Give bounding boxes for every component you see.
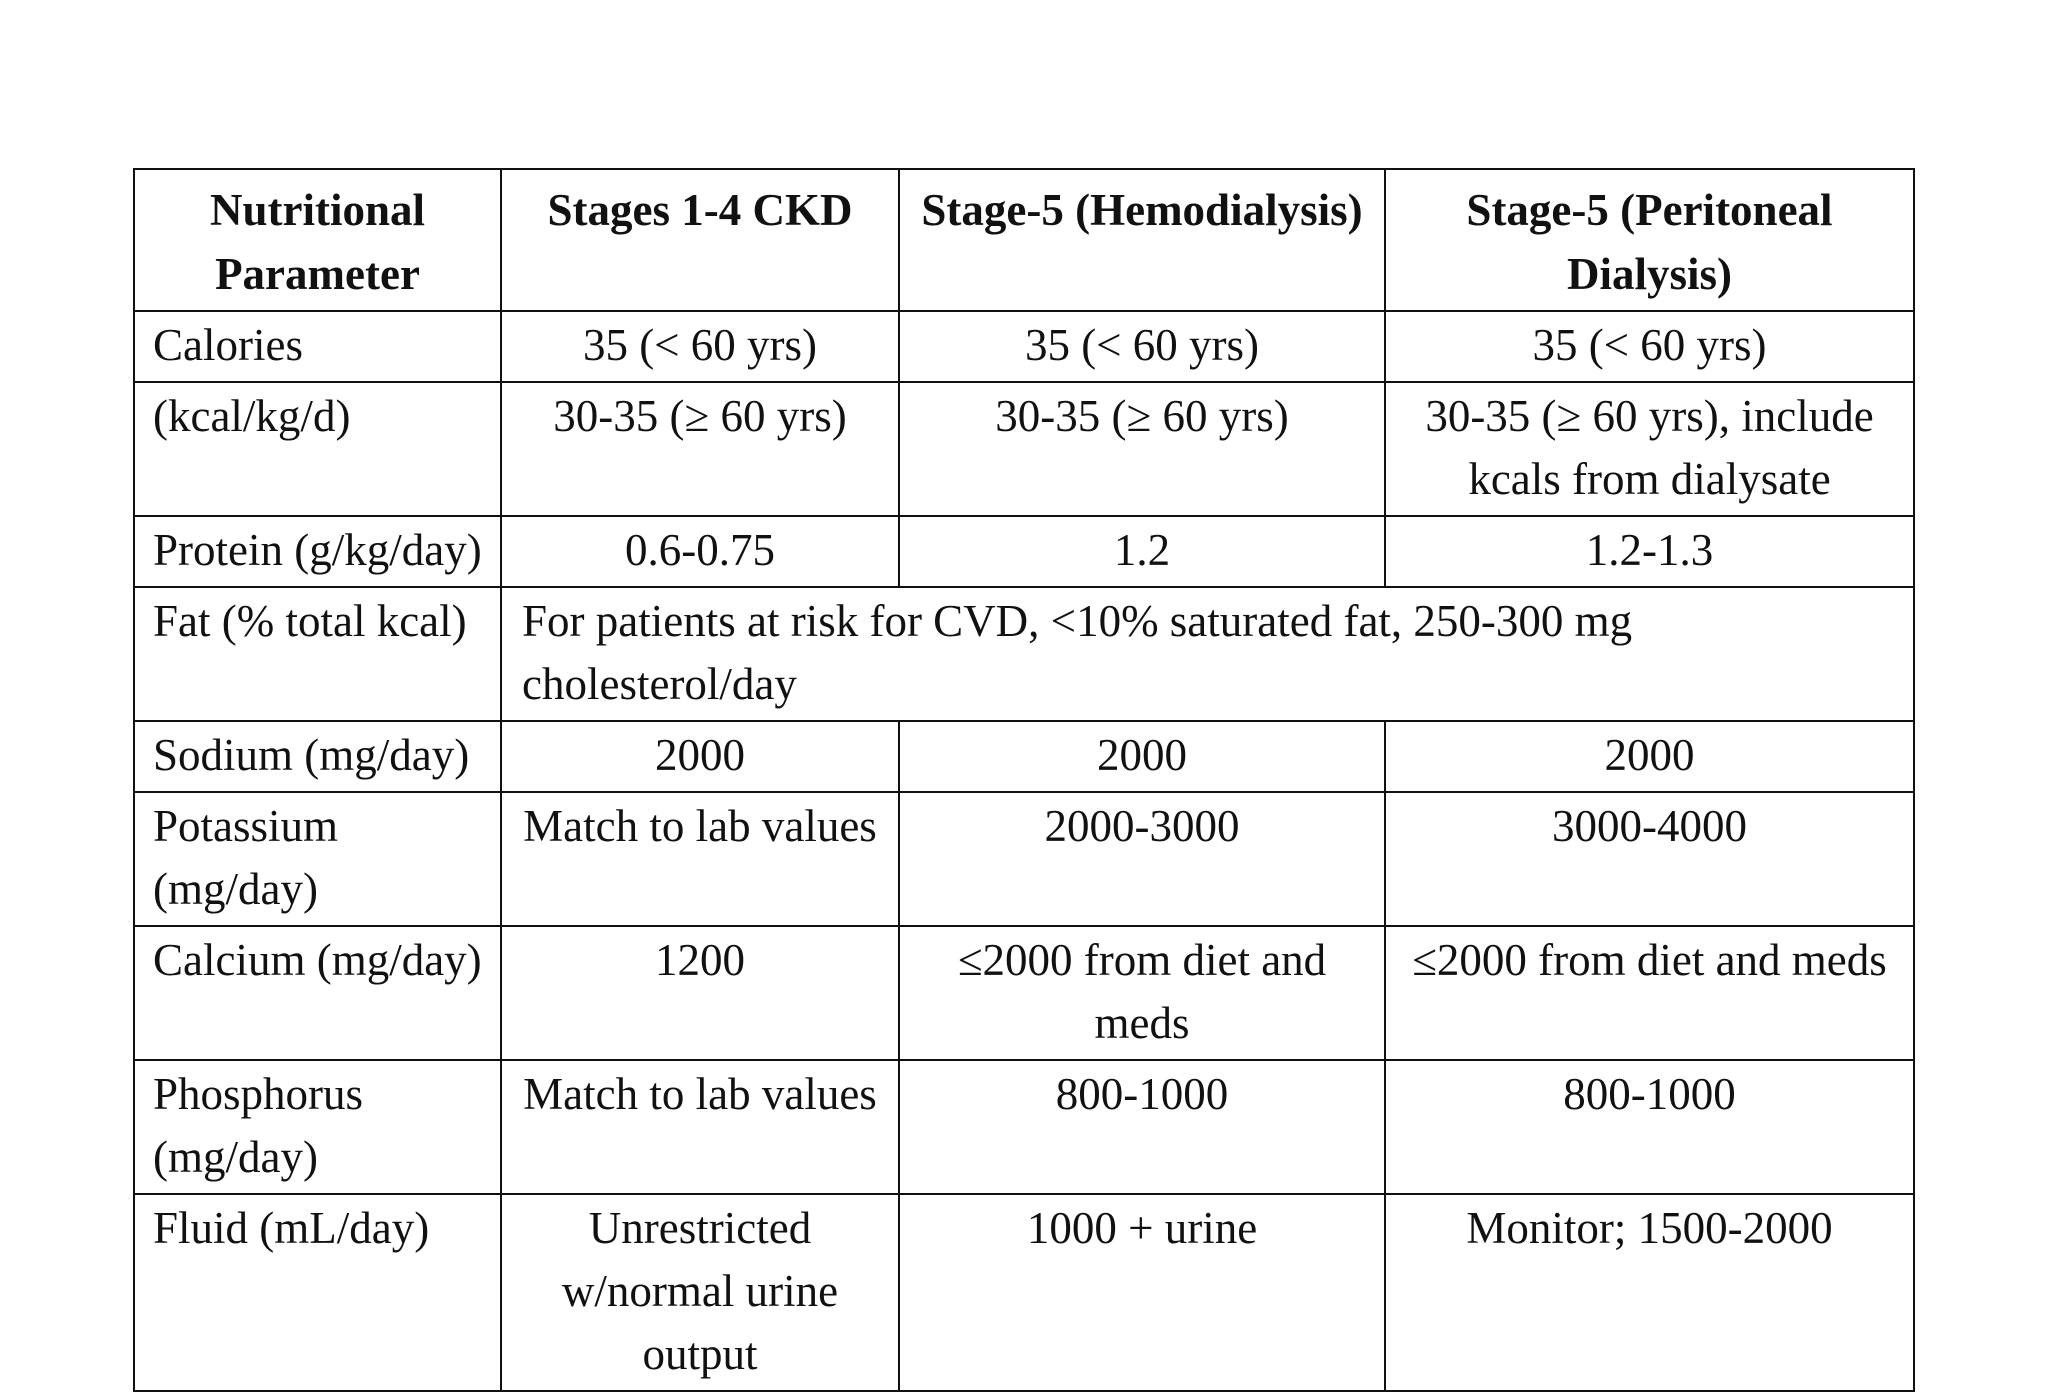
fluid-label: Fluid (mL/day) [134,1194,501,1391]
table-row-potassium [134,792,1914,926]
calories-hemo-over60: 30-35 (≥ 60 yrs) [899,382,1385,516]
potassium-stages14: Match to lab values [501,792,899,926]
header-stage5-hemodialysis: Stage-5 (Hemodialysis) [899,169,1385,311]
table-row-fat [134,587,1914,721]
fluid-hemo: 1000 + urine [899,1194,1385,1391]
calories-hemo-under60: 35 (< 60 yrs) [899,311,1385,382]
nutrition-table [133,168,1915,1392]
table-row-calories-b [134,382,1914,516]
protein-label: Protein (g/kg/day) [134,516,501,587]
table-row-calories-a [134,311,1914,382]
calcium-stages14: 1200 [501,926,899,1060]
header-stages-1-4-ckd: Stages 1-4 CKD [501,169,899,311]
phosphorus-hemo: 800-1000 [899,1060,1385,1194]
calories-stages14-over60: 30-35 (≥ 60 yrs) [501,382,899,516]
calcium-label: Calcium (mg/day) [134,926,501,1060]
potassium-label: Potassium (mg/day) [134,792,501,926]
protein-stages14: 0.6-0.75 [501,516,899,587]
fluid-stages14: Unrestricted w/normal urine output [501,1194,899,1391]
header-stage5-peritoneal-dialysis: Stage-5 (Peritoneal Dialysis) [1385,169,1914,311]
header-nutritional-parameter: Nutritional Parameter [134,169,501,311]
potassium-hemo: 2000-3000 [899,792,1385,926]
header-row [134,169,1914,311]
table-row-calcium [134,926,1914,1060]
calcium-hemo: ≤2000 from diet and meds [899,926,1385,1060]
calories-label: Calories [134,311,501,382]
table-row-protein [134,516,1914,587]
table-row-phosphorus [134,1060,1914,1194]
calories-unit-label: (kcal/kg/d) [134,382,501,516]
calories-perit-under60: 35 (< 60 yrs) [1385,311,1914,382]
sodium-label: Sodium (mg/day) [134,721,501,792]
phosphorus-perit: 800-1000 [1385,1060,1914,1194]
calcium-perit: ≤2000 from diet and meds [1385,926,1914,1060]
phosphorus-stages14: Match to lab values [501,1060,899,1194]
fluid-perit: Monitor; 1500-2000 [1385,1194,1914,1391]
fat-label: Fat (% total kcal) [134,587,501,721]
sodium-perit: 2000 [1385,721,1914,792]
potassium-perit: 3000-4000 [1385,792,1914,926]
fat-all-stages: For patients at risk for CVD, <10% saturated fat, 250-300 mg cholesterol/day [501,587,1914,721]
calories-stages14-under60: 35 (< 60 yrs) [501,311,899,382]
calories-perit-over60: 30-35 (≥ 60 yrs), include kcals from dialysate [1385,382,1914,516]
protein-perit: 1.2-1.3 [1385,516,1914,587]
sodium-hemo: 2000 [899,721,1385,792]
sodium-stages14: 2000 [501,721,899,792]
phosphorus-label: Phosphorus (mg/day) [134,1060,501,1194]
table-row-sodium [134,721,1914,792]
table-row-fluid [134,1194,1914,1391]
protein-hemo: 1.2 [899,516,1385,587]
